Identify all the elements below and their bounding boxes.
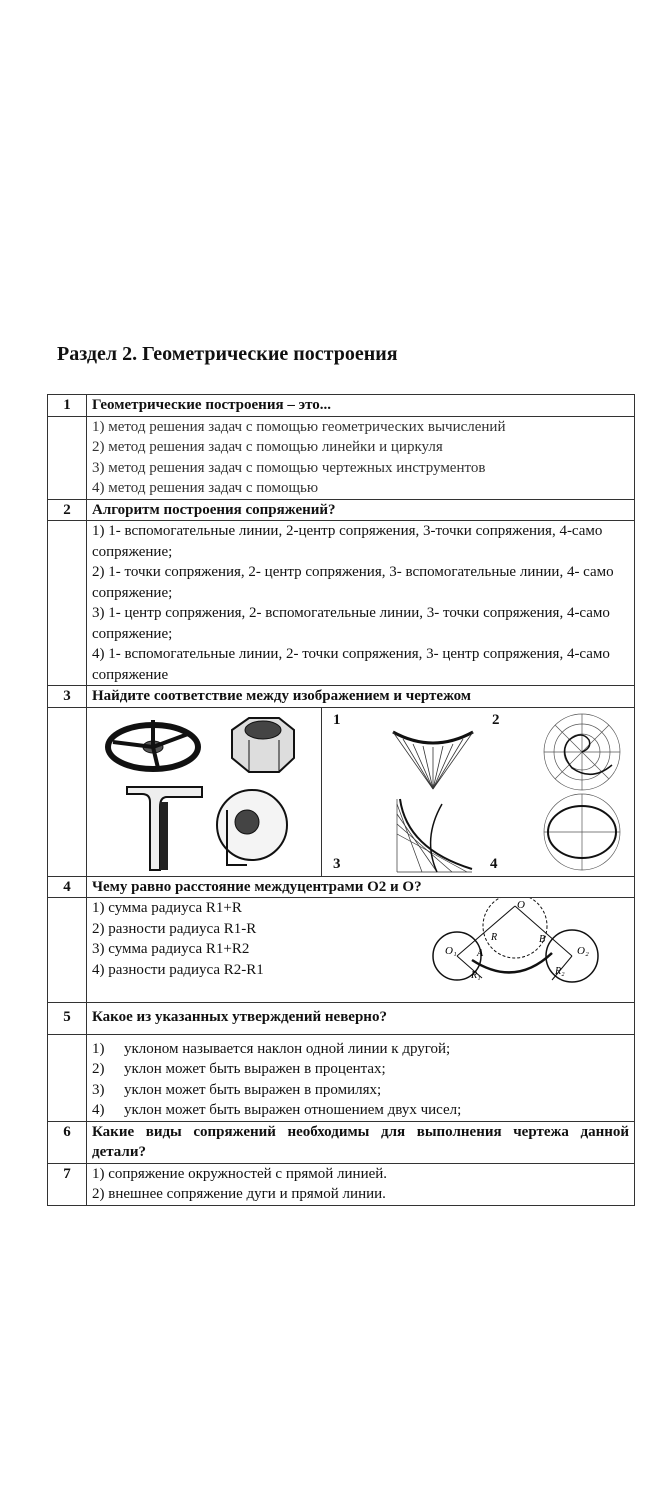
- page-title: Раздел 2. Геометрические построения: [57, 343, 398, 365]
- label-o: O: [517, 899, 525, 911]
- question-text: Геометрические построения – это...: [87, 395, 635, 417]
- figure-label: 4: [490, 855, 498, 872]
- table-row: [48, 876, 635, 898]
- option: 2) разности радиуса R1-R: [92, 920, 257, 937]
- label-r2: R₂: [555, 966, 565, 977]
- label-o2: O₂: [577, 945, 589, 957]
- question-number: 2: [48, 499, 87, 521]
- option: 1) сумма радиуса R1+R: [92, 900, 242, 916]
- question-number: 7: [48, 1163, 87, 1205]
- label-b: B: [539, 934, 546, 945]
- cam-image: [207, 780, 297, 870]
- option: 2) уклон может быть выражен в процентах;: [92, 1061, 386, 1077]
- figure-label: 1: [333, 711, 341, 728]
- table-row: [48, 416, 635, 499]
- question-number: 1: [48, 395, 87, 417]
- answer-options: [87, 1163, 635, 1205]
- answer-options: [87, 898, 635, 1003]
- option: 3) сумма радиуса R1+R2: [92, 941, 250, 957]
- hyperbola-drawing: [392, 794, 482, 874]
- question-number: 3: [48, 686, 87, 708]
- option: 2) метод решения задач с помощью линейки и циркуля: [92, 439, 443, 455]
- option: 1) уклоном называется наклон одной линии к другой;: [92, 1040, 451, 1057]
- table-row: [48, 521, 635, 686]
- table-row: [48, 395, 635, 417]
- table-row: [48, 1121, 635, 1163]
- handwheel-image: [98, 712, 208, 792]
- label-r: R: [491, 932, 498, 943]
- option: 4) метод решения задач с помощью: [92, 480, 319, 496]
- matching-figures: [87, 707, 635, 876]
- question-text: Какие виды сопряжений необходимы для выполнения чертежа данной детали?: [87, 1121, 635, 1163]
- question-text: Найдите соответствие между изображением и чертежом: [87, 686, 635, 708]
- question-number: 5: [48, 1003, 87, 1035]
- answer-options: [87, 521, 635, 686]
- answer-options: [87, 1034, 635, 1121]
- option: 2) 1- точки сопряжения, 2- центр сопряжения, 3- вспомогательные линии, 4- само сопряжение;: [92, 564, 614, 601]
- option: 3) 1- центр сопряжения, 2- вспомогательные линии, 3- точки сопряжения, 4-само сопряжение;: [92, 605, 610, 642]
- option: 4) 1- вспомогательные линии, 2- точки сопряжения, 3- центр сопряжения, 4-само сопряжение: [92, 646, 610, 683]
- question-number: 4: [48, 876, 87, 898]
- label-a: A: [477, 948, 484, 959]
- figure-label: 2: [492, 711, 500, 728]
- question-number: 6: [48, 1121, 87, 1163]
- question-text: Чему равно расстояние междуцентрами О2 и О?: [87, 876, 635, 898]
- table-row: [48, 707, 635, 876]
- ellipse-drawing: [537, 790, 627, 875]
- option: 1) метод решения задач с помощью геометрических вычислений: [92, 418, 506, 435]
- option: 2) внешнее сопряжение дуги и прямой линии.: [92, 1186, 386, 1202]
- option: 1) 1- вспомогательные линии, 2-центр сопряжения, 3-точки сопряжения, 4-само сопряжение;: [92, 523, 603, 560]
- curve-construction-drawing: [388, 714, 478, 794]
- option: 1) сопряжение окружностей с прямой линией.: [92, 1165, 388, 1182]
- table-row: [48, 1034, 635, 1121]
- table-row: [48, 1003, 635, 1035]
- answer-options: [87, 416, 635, 499]
- figure-label: 3: [333, 855, 341, 872]
- table-row: [48, 686, 635, 708]
- label-r1: R₁: [471, 970, 481, 981]
- option: 3) метод решения задач с помощью чертежных инструментов: [92, 459, 486, 476]
- table-row: [48, 898, 635, 1003]
- bracket-image: [122, 782, 212, 872]
- option: 3) уклон может быть выражен в промилях;: [92, 1081, 382, 1098]
- table-row: [48, 1163, 635, 1205]
- spiral-drawing: [537, 710, 627, 795]
- question-text: Алгоритм построения сопряжений?: [87, 499, 635, 521]
- hex-nut-image: [224, 710, 299, 780]
- question-text: Какое из указанных утверждений неверно?: [87, 1003, 635, 1035]
- fillet-diagram: [427, 898, 607, 1002]
- option: 4) уклон может быть выражен отношением двух чисел;: [92, 1102, 462, 1118]
- table-row: [48, 499, 635, 521]
- questions-table: [47, 394, 635, 1206]
- option: 4) разности радиуса R2-R1: [92, 961, 264, 978]
- label-o1: O₁: [445, 945, 457, 957]
